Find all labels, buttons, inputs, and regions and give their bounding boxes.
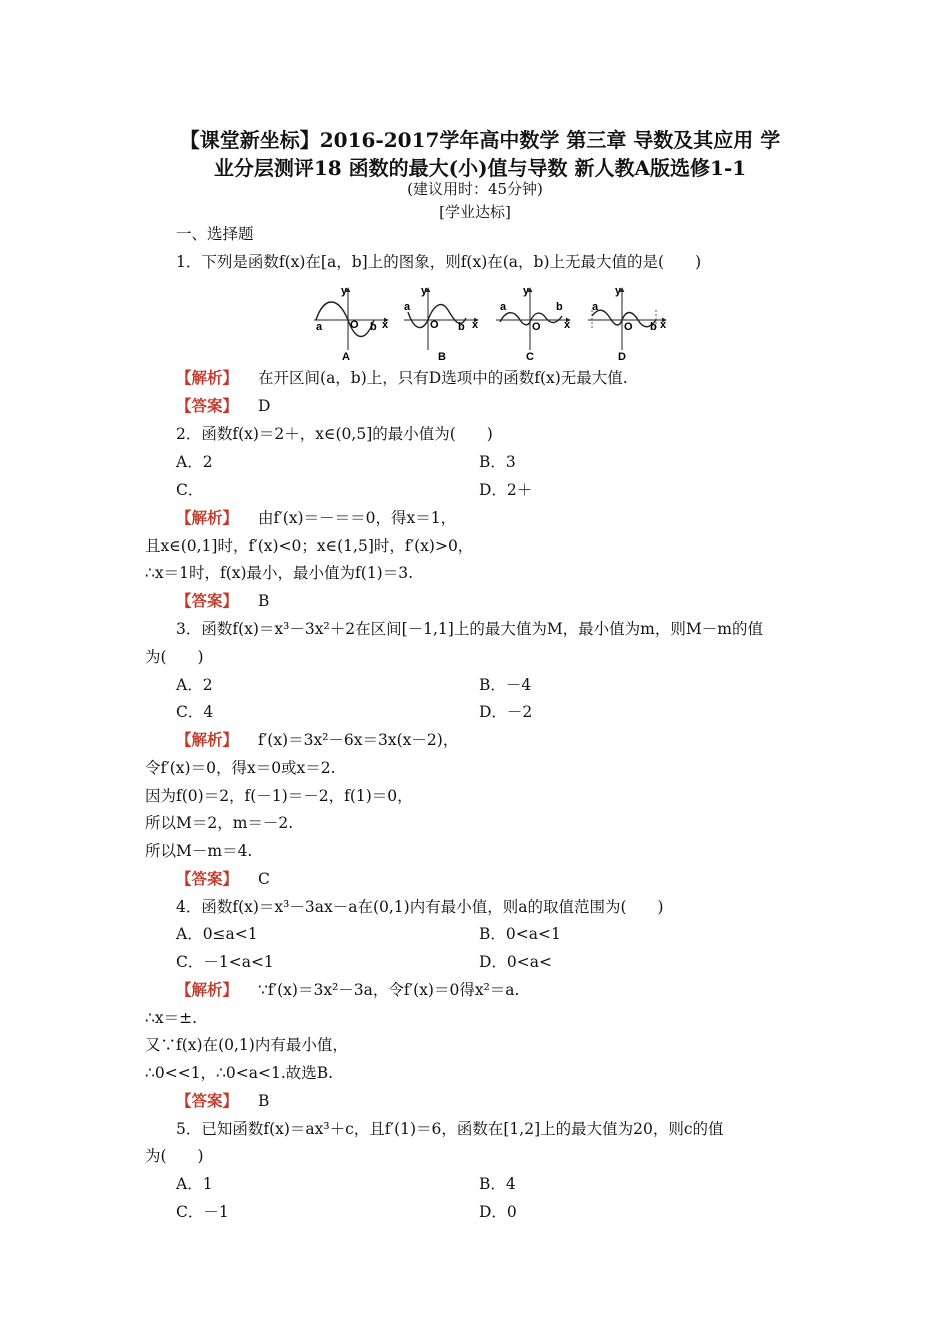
q3-stem-line-2: 为( ) [145, 648, 204, 666]
q4-option-a: A．0≤a<1 [176, 925, 258, 943]
title-line-1: 【课堂新坐标】2016-2017学年高中数学 第三章 导数及其应用 学 [179, 128, 781, 152]
q3-option-c: C．4 [176, 703, 214, 721]
title-line-2: 业分层测评18 函数的最大(小)值与导数 新人教A版选修1-1 [213, 156, 747, 180]
graph-a-label: A [342, 351, 350, 362]
graph-c [496, 285, 571, 362]
answer-tag: 【答案】 [176, 1091, 239, 1110]
q2-option-c: C． [176, 481, 204, 499]
q3-analysis-line-4: 所以M＝2，m＝－2. [145, 814, 294, 832]
graph-a-b-label: b [370, 321, 377, 333]
q2-analysis-line-1: 由f′(x)＝－＝＝0，得x＝1， [258, 509, 457, 527]
graph-d-a-label: a [592, 301, 599, 313]
section-tag: [学业达标] [439, 203, 511, 221]
graph-b [404, 285, 479, 362]
document-title [150, 126, 810, 182]
q3-analysis-line-3: 因为f(0)＝2，f(－1)＝－2，f(1)＝0， [145, 787, 413, 805]
graph-d-b-label: b [650, 321, 657, 333]
q3-analysis [176, 730, 458, 750]
q4-option-c: C．－1<a<1 [176, 953, 274, 971]
q2-option-a: A．2 [176, 453, 213, 471]
q4-analysis-line-2: ∴x＝±. [145, 1009, 198, 1027]
graph-b-b-label: b [458, 321, 465, 333]
graph-c-a-label: a [500, 301, 507, 313]
graph-d-x-label: x [660, 319, 667, 331]
q3-analysis-line-2: 令f′(x)＝0，得x＝0或x＝2. [145, 759, 336, 777]
graph-b-a-label: a [404, 301, 411, 313]
graph-b-y-label: y [421, 285, 428, 297]
graph-c-x-label: x [564, 319, 571, 331]
graph-d [588, 285, 667, 362]
graph-d-label: D [618, 351, 626, 362]
q5-stem-line-2: 为( ) [145, 1147, 204, 1165]
answer-tag: 【答案】 [176, 869, 239, 888]
q4-option-d: D．0<a< [479, 953, 553, 971]
graph-c-y-label: y [523, 285, 530, 297]
q2-analysis [176, 508, 456, 528]
q2-answer-text: B [258, 592, 270, 610]
graph-a [314, 285, 389, 362]
graph-a-a-label: a [316, 321, 323, 333]
q1-analysis [176, 368, 628, 388]
q5-stem-line-1: 5．已知函数f(x)＝ax³＋c，且f′(1)＝6，函数在[1,2]上的最大值为20，则c的值 [176, 1120, 724, 1138]
q4-analysis-line-3: 又∵f(x)在(0,1)内有最小值， [145, 1036, 348, 1054]
analysis-tag: 【解析】 [176, 508, 239, 527]
q2-option-b: B．3 [479, 453, 516, 471]
q3-option-b: B．－4 [479, 676, 532, 694]
analysis-tag: 【解析】 [176, 730, 239, 749]
q5-option-a: A．1 [176, 1175, 213, 1193]
graph-b-x-label: x [472, 319, 479, 331]
graph-a-y-label: y [341, 285, 348, 297]
suggested-time: (建议用时：45分钟) [407, 180, 543, 198]
q2-analysis-line-3: ∴x＝1时，f(x)最小，最小值为f(1)＝3. [145, 564, 414, 582]
q4-analysis-line-4: ∴0<<1，∴0<a<1.故选B. [145, 1064, 334, 1082]
graph-b-origin: O [430, 319, 439, 331]
q3-answer-text: C [258, 870, 270, 888]
q5-option-d: D．0 [479, 1203, 517, 1221]
q1-analysis-text: 在开区间(a，b)上，只有D选项中的函数f(x)无最大值. [258, 369, 628, 387]
q4-option-b: B．0<a<1 [479, 925, 561, 943]
answer-tag: 【答案】 [176, 591, 239, 610]
graph-a-x-label: x [382, 319, 389, 331]
q2-option-d: D．2＋ [479, 481, 533, 499]
analysis-tag: 【解析】 [176, 980, 239, 999]
analysis-tag: 【解析】 [176, 368, 239, 387]
q5-option-b: B．4 [479, 1175, 516, 1193]
q2-analysis-line-2: 且x∈(0,1]时，f′(x)<0；x∈(1,5]时，f′(x)>0， [145, 537, 474, 555]
q4-analysis-line-1: ∵f′(x)＝3x²－3a，令f′(x)＝0得x²＝a. [258, 981, 520, 999]
q3-answer [176, 869, 270, 889]
part-heading: 一、选择题 [176, 225, 254, 243]
graph-c-label: C [526, 351, 534, 362]
q2-stem: 2．函数f(x)＝2＋，x∈(0,5]的最小值为( ) [176, 425, 493, 443]
q3-option-d: D．－2 [479, 703, 533, 721]
q4-analysis [176, 980, 519, 1000]
graph-a-origin: O [350, 319, 359, 331]
q3-stem-line-1: 3．函数f(x)＝x³－3x²＋2在区间[－1,1]上的最大值为M，最小值为m，则M－m的值 [176, 620, 763, 638]
q3-analysis-line-5: 所以M－m＝4. [145, 842, 253, 860]
q3-option-a: A．2 [176, 676, 213, 694]
q1-answer-text: D [258, 397, 271, 415]
q1-stem: 1．下列是函数f(x)在[a，b]上的图象，则f(x)在(a，b)上无最大值的是( ) [176, 253, 702, 271]
graph-c-origin: O [532, 321, 541, 333]
q2-answer [176, 591, 269, 611]
q4-answer [176, 1091, 269, 1111]
q1-graphs [308, 280, 668, 362]
graph-b-label: B [438, 351, 446, 362]
q3-analysis-line-1: f′(x)＝3x²－6x＝3x(x－2)， [258, 731, 459, 749]
q5-option-c: C．－1 [176, 1203, 229, 1221]
q1-answer [176, 396, 270, 416]
q4-stem: 4．函数f(x)＝x³－3ax－a在(0,1)内有最小值，则a的取值范围为( ) [176, 898, 664, 916]
graph-d-y-label: y [615, 285, 622, 297]
answer-tag: 【答案】 [176, 396, 239, 415]
graph-d-origin: O [624, 321, 633, 333]
graph-c-b-label: b [556, 301, 563, 313]
q4-answer-text: B [258, 1092, 270, 1110]
